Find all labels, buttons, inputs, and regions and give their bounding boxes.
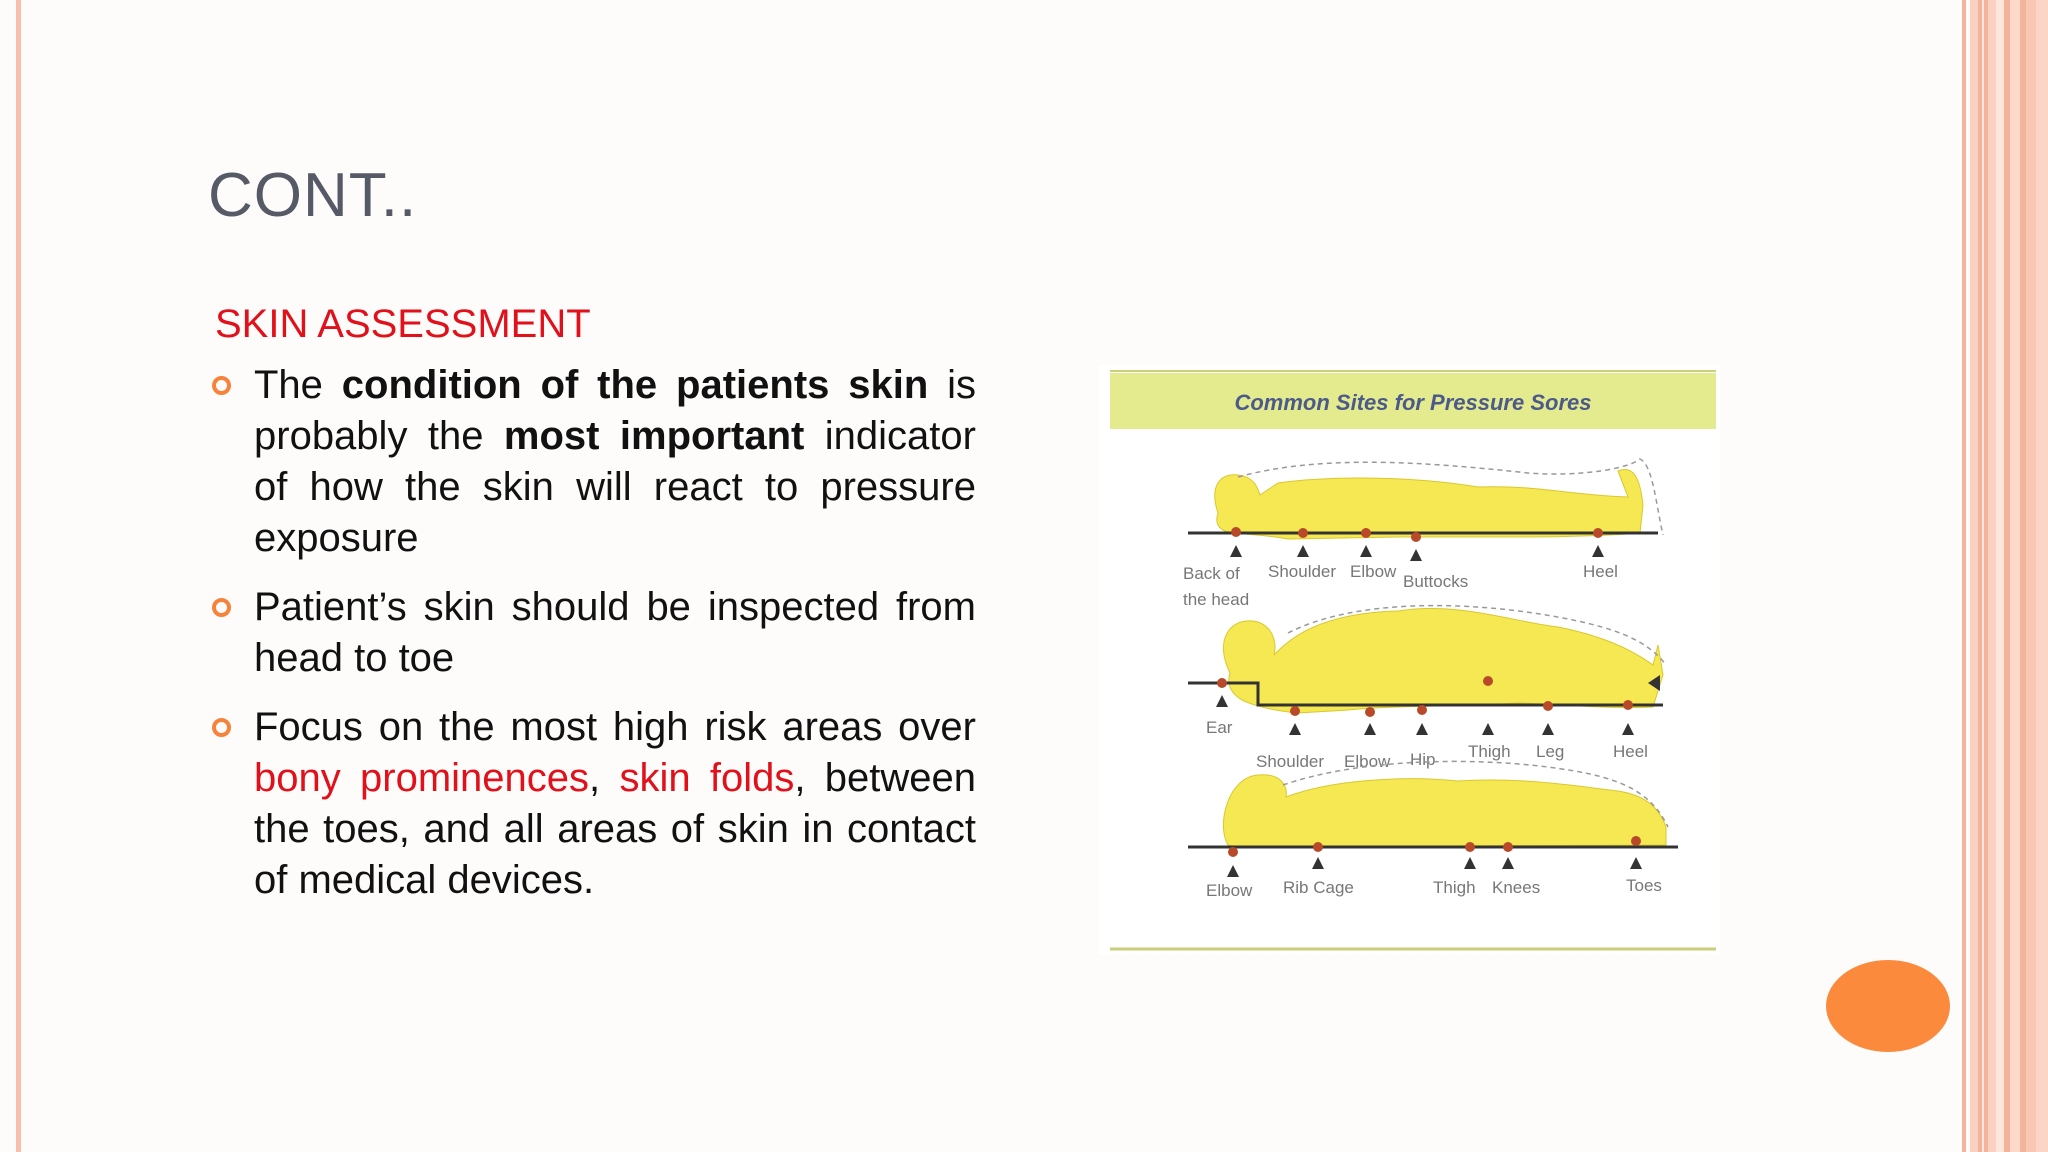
label-shoulder: Shoulder — [1268, 562, 1337, 581]
bullet-text — [254, 363, 976, 560]
label-thigh: Thigh — [1433, 878, 1476, 897]
label-ear: Ear — [1206, 718, 1233, 737]
right-decorative-stripe — [1970, 0, 1978, 1152]
label-buttocks: Buttocks — [1403, 572, 1469, 591]
bullet-marker-icon — [212, 718, 231, 737]
right-decorative-stripe — [1996, 0, 2004, 1152]
label-elbow: Elbow — [1206, 881, 1253, 900]
right-decorative-stripe — [2036, 0, 2048, 1152]
bullet-text — [254, 705, 976, 902]
section-heading: SKIN ASSESSMENT — [215, 302, 591, 346]
label-back-of-head: Back of — [1183, 564, 1240, 583]
bullet-list — [208, 360, 976, 924]
text-run: , between the toes, and all areas of skin in contact of medical devices. — [254, 756, 976, 902]
right-decorative-stripe — [2026, 0, 2036, 1152]
slide-title: CONT.. — [208, 161, 418, 230]
pressure-sores-figure — [1098, 365, 1720, 955]
figure-header-text: Common Sites for Pressure Sores — [1234, 390, 1592, 415]
right-decorative-stripe — [2010, 0, 2020, 1152]
label-hip: Hip — [1410, 750, 1436, 769]
emphasis-text: condition of the patients skin — [341, 363, 929, 407]
label-back-of-head: the head — [1183, 590, 1250, 609]
bullet-item — [208, 702, 976, 906]
text-run: , — [589, 756, 620, 800]
left-frame-line — [16, 0, 21, 1152]
label-shoulder: Shoulder — [1256, 752, 1325, 771]
highlighted-term: bony prominences — [254, 756, 590, 800]
label-leg: Leg — [1536, 742, 1565, 761]
label-elbow: Elbow — [1344, 752, 1391, 771]
label-elbow: Elbow — [1350, 562, 1397, 581]
right-decorative-stripe — [1962, 0, 1966, 1152]
emphasis-text: most important — [503, 414, 805, 458]
bullet-marker-icon — [212, 598, 231, 617]
decorative-circle — [1826, 960, 1950, 1052]
bullet-item — [208, 582, 976, 684]
text-run: Focus on the most high risk areas over — [254, 705, 976, 749]
text-run: indicator of how the skin will react to pressure exposure — [254, 414, 976, 560]
text-run: The — [254, 363, 342, 407]
right-decorative-stripe — [1988, 0, 1996, 1152]
highlighted-term: skin folds — [619, 756, 795, 800]
bullet-text: Patient’s skin should be inspected from head to toe — [254, 585, 976, 680]
label-toes: Toes — [1626, 876, 1662, 895]
text-run: is probably the — [254, 363, 976, 458]
bullet-marker-icon — [212, 376, 231, 395]
label-heel: Heel — [1583, 562, 1618, 581]
label-heel: Heel — [1613, 742, 1648, 761]
label-thigh: Thigh — [1468, 742, 1511, 761]
bullet-item — [208, 360, 976, 564]
label-rib-cage: Rib Cage — [1283, 878, 1354, 897]
label-knees: Knees — [1492, 878, 1541, 897]
